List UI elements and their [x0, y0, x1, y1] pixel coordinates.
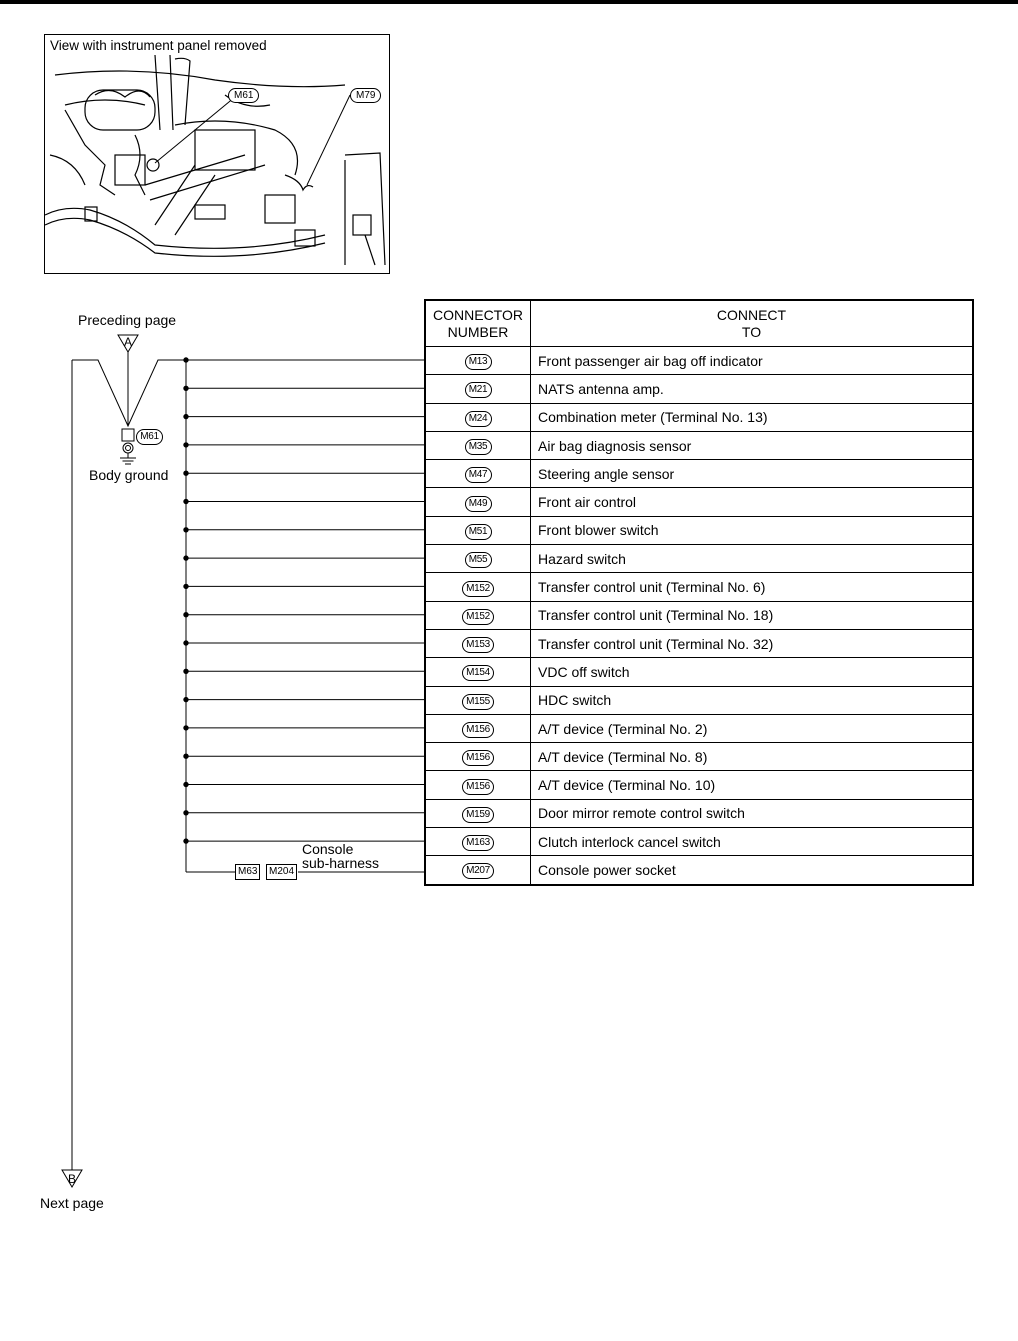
- callout-m79: M79: [350, 88, 381, 103]
- table-row: [425, 856, 973, 885]
- table-row: [425, 573, 973, 601]
- connector-number: M49: [465, 496, 492, 512]
- connector-number: M55: [465, 552, 492, 568]
- illustration-title: View with instrument panel removed: [50, 38, 267, 53]
- next-marker-letter: B: [68, 1172, 77, 1186]
- table-row: [425, 601, 973, 629]
- table-row: [425, 828, 973, 856]
- connector-number: M156: [462, 750, 494, 766]
- callout-m61: M61: [228, 88, 259, 103]
- connector-table: [424, 299, 974, 886]
- page-top-rule: [0, 0, 1018, 4]
- junction-dot: [184, 782, 188, 786]
- connect-to-cell: Transfer control unit (Terminal No. 6): [531, 573, 974, 601]
- connector-number: M207: [462, 863, 494, 879]
- connector-number-cell: [425, 545, 531, 573]
- connect-to-cell: Front blower switch: [531, 516, 974, 544]
- table-row: [425, 629, 973, 657]
- connect-to-cell: Door mirror remote control switch: [531, 799, 974, 827]
- junction-dot: [184, 414, 188, 418]
- junction-dot: [184, 584, 188, 588]
- preceding-marker-letter: A: [124, 335, 133, 349]
- table-row: [425, 714, 973, 742]
- connector-number-cell: [425, 375, 531, 403]
- junction-dot: [184, 697, 188, 701]
- junction-dot: [184, 528, 188, 532]
- junction-dot: [184, 443, 188, 447]
- connector-number-cell: [425, 743, 531, 771]
- connector-number: M47: [465, 467, 492, 483]
- connector-number-cell: [425, 573, 531, 601]
- connector-number-cell: [425, 516, 531, 544]
- junction-dot: [184, 613, 188, 617]
- next-page-label: Next page: [40, 1195, 104, 1211]
- connector-number: M163: [462, 835, 494, 851]
- table-row: [425, 686, 973, 714]
- connect-to-cell: Transfer control unit (Terminal No. 18): [531, 601, 974, 629]
- connect-to-cell: Air bag diagnosis sensor: [531, 431, 974, 459]
- junction-dot: [184, 669, 188, 673]
- table-row: [425, 799, 973, 827]
- connector-number: M152: [462, 609, 494, 625]
- connector-number: M13: [465, 354, 492, 370]
- table-row: [425, 347, 973, 375]
- connect-to-cell: NATS antenna amp.: [531, 375, 974, 403]
- junction-dot: [184, 499, 188, 503]
- body-ground-label: Body ground: [89, 467, 169, 483]
- table-row: [425, 375, 973, 403]
- connector-number: M152: [462, 581, 494, 597]
- connector-number: M156: [462, 779, 494, 795]
- ground-connector-tag: M61: [136, 429, 163, 445]
- connector-number-cell: [425, 658, 531, 686]
- table-row: [425, 488, 973, 516]
- sub-harness-label: sub-harness: [302, 855, 380, 871]
- connector-number: M156: [462, 722, 494, 738]
- connector-number: M35: [465, 439, 492, 455]
- connect-to-header: CONNECT TO: [531, 300, 974, 347]
- connector-table-body: [425, 347, 973, 885]
- junction-dot: [184, 471, 188, 475]
- connector-number-cell: [425, 771, 531, 799]
- connect-to-cell: A/T device (Terminal No. 8): [531, 743, 974, 771]
- junction-dot: [184, 556, 188, 560]
- console-connector-m63: M63: [235, 864, 260, 880]
- connector-number-cell: [425, 828, 531, 856]
- connector-number-cell: [425, 347, 531, 375]
- table-row: [425, 460, 973, 488]
- harness-sketch: [45, 35, 389, 273]
- connect-to-cell: Front passenger air bag off indicator: [531, 347, 974, 375]
- ground-wiring-diagram: [0, 290, 430, 1220]
- connector-number-cell: [425, 403, 531, 431]
- junction-dot: [184, 386, 188, 390]
- table-row: [425, 431, 973, 459]
- table-row: [425, 545, 973, 573]
- console-connector-m204: M204: [266, 864, 297, 880]
- junction-dot: [184, 358, 188, 362]
- connect-to-cell: Console power socket: [531, 856, 974, 885]
- connector-number-cell: [425, 799, 531, 827]
- connector-number: M24: [465, 411, 492, 427]
- connector-number-cell: [425, 431, 531, 459]
- table-row: [425, 658, 973, 686]
- connect-to-cell: A/T device (Terminal No. 2): [531, 714, 974, 742]
- connect-to-cell: A/T device (Terminal No. 10): [531, 771, 974, 799]
- connector-number: M159: [462, 807, 494, 823]
- connect-to-cell: Combination meter (Terminal No. 13): [531, 403, 974, 431]
- table-row: [425, 743, 973, 771]
- table-row: [425, 771, 973, 799]
- ground-connector-square: [122, 429, 134, 441]
- junction-dot: [184, 641, 188, 645]
- connect-to-cell: VDC off switch: [531, 658, 974, 686]
- connect-to-cell: Hazard switch: [531, 545, 974, 573]
- connector-number: M21: [465, 382, 492, 398]
- connector-number-header: CONNECTOR NUMBER: [425, 300, 531, 347]
- connect-to-cell: HDC switch: [531, 686, 974, 714]
- connector-number-cell: [425, 460, 531, 488]
- connector-number: M51: [465, 524, 492, 540]
- table-header-row: [425, 300, 973, 347]
- connector-number-cell: [425, 686, 531, 714]
- connector-number-cell: [425, 856, 531, 885]
- junction-dot: [184, 726, 188, 730]
- junction-dot: [184, 839, 188, 843]
- preceding-page-label: Preceding page: [78, 312, 177, 328]
- connect-to-cell: Front air control: [531, 488, 974, 516]
- junction-dot: [184, 754, 188, 758]
- connect-to-cell: Steering angle sensor: [531, 460, 974, 488]
- connector-number-cell: [425, 714, 531, 742]
- table-row: [425, 516, 973, 544]
- console-label: Console: [302, 841, 354, 857]
- connector-number-cell: [425, 629, 531, 657]
- connector-number: M154: [462, 665, 494, 681]
- connect-to-cell: Clutch interlock cancel switch: [531, 828, 974, 856]
- table-row: [425, 403, 973, 431]
- connector-number: M155: [462, 694, 494, 710]
- branch-lines: [184, 358, 425, 844]
- connector-number-cell: [425, 601, 531, 629]
- connector-number-cell: [425, 488, 531, 516]
- junction-dot: [184, 811, 188, 815]
- connect-to-cell: Transfer control unit (Terminal No. 32): [531, 629, 974, 657]
- connector-number: M153: [462, 637, 494, 653]
